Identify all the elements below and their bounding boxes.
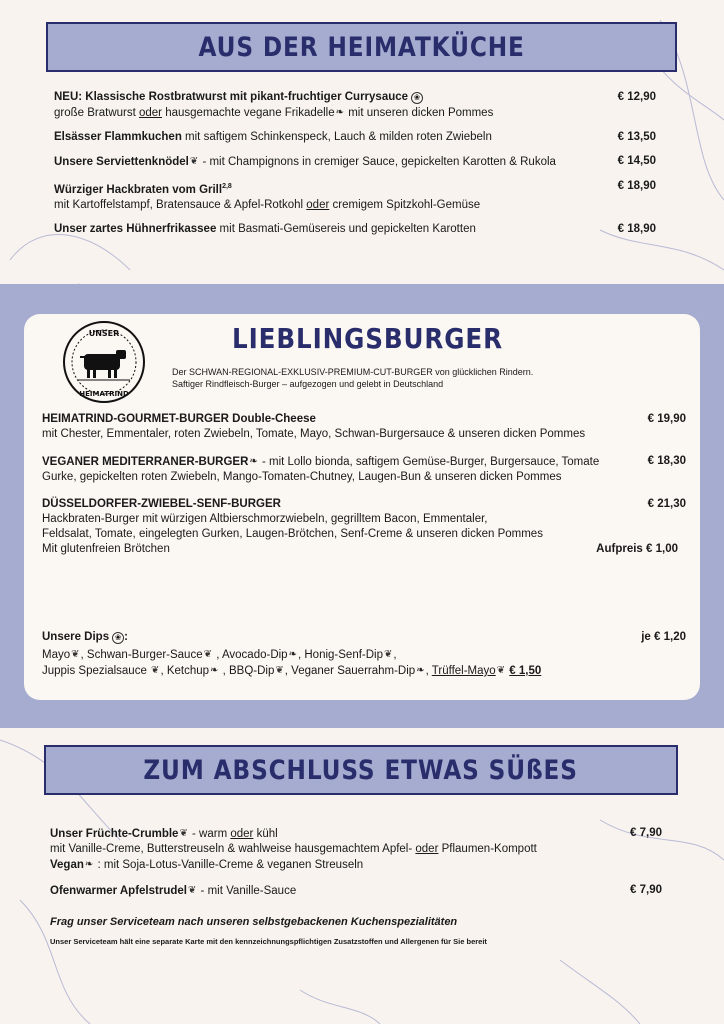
svg-text:UNSER: UNSER bbox=[88, 329, 120, 338]
dip: , Veganer Sauerrahm-Dip bbox=[284, 665, 416, 677]
menu-item bbox=[50, 826, 662, 873]
menu-item bbox=[54, 222, 656, 237]
item-desc: Pflaumen-Kompott bbox=[438, 843, 537, 855]
additive-superscript: 2,8 bbox=[222, 183, 232, 190]
item-desc: mit Kartoffelstampf, Bratensauce & Apfel-Rotkohl bbox=[54, 199, 307, 211]
item-name: Unsere Serviettenknödel bbox=[54, 156, 189, 168]
leaf-filled-icon: ❧ bbox=[84, 859, 94, 870]
dips-block bbox=[42, 630, 686, 679]
heimat-menu bbox=[54, 90, 656, 246]
leaf-outline-icon: ❦ bbox=[384, 649, 393, 660]
item-desc: : mit Soja-Lotus-Vanille-Creme & veganen Streuseln bbox=[94, 859, 364, 871]
subtitle-line: Der SCHWAN-REGIONAL-EXKLUSIV-PREMIUM-CUT-BURGER von glücklichen Rindern. bbox=[172, 367, 534, 377]
item-desc: - mit Vanille-Sauce bbox=[197, 885, 297, 897]
dips-colon: : bbox=[124, 631, 128, 643]
item-desc: Hackbraten-Burger mit würzigen Altbierschmorzwiebeln, gegrilltem Bacon, Emmentaler, bbox=[42, 513, 488, 525]
dip: Juppis Spezialsauce bbox=[42, 665, 151, 677]
leaf-outline-icon: ❦ bbox=[187, 885, 197, 896]
item-desc: kühl bbox=[253, 828, 278, 840]
dip: , bbox=[393, 649, 397, 661]
heimat-title: AUS DER HEIMATKÜCHE bbox=[198, 31, 525, 63]
or-word: oder bbox=[139, 107, 163, 119]
item-name: NEU: Klassische Rostbratwurst mit pikant-fruchtiger Currysauce bbox=[54, 91, 409, 103]
menu-item bbox=[54, 179, 656, 213]
dip: , Ketchup bbox=[160, 665, 210, 677]
dessert-menu bbox=[50, 826, 662, 949]
svg-text:HEIMATRIND: HEIMATRIND bbox=[79, 390, 129, 398]
item-name: Unser zartes Hühnerfrikassee bbox=[54, 223, 217, 235]
leaf-outline-icon: ❦ bbox=[179, 828, 188, 839]
item-desc: - warm bbox=[188, 828, 231, 840]
heimatrind-logo bbox=[62, 320, 146, 404]
dip: Mayo bbox=[42, 649, 71, 661]
flower-badge-icon: ❀ bbox=[411, 92, 423, 104]
menu-item bbox=[42, 412, 686, 442]
dip: , Honig-Senf-Dip bbox=[297, 649, 383, 661]
item-desc: - mit Lollo bionda, saftigem Gemüse-Burger, Burgersauce, Tomate bbox=[258, 456, 600, 468]
menu-item bbox=[54, 154, 656, 170]
menu-item bbox=[42, 454, 686, 485]
item-desc: - mit Champignons in cremiger Sauce, gepickelten Karotten & Rukola bbox=[199, 156, 556, 168]
item-desc: mit Basmati-Gemüsereis und gepickelten Karotten bbox=[216, 223, 476, 235]
item-desc: cremigem Spitzkohl-Gemüse bbox=[329, 199, 481, 211]
dip: , Schwan-Burger-Sauce bbox=[80, 649, 203, 661]
item-desc: mit saftigem Schinkenspeck, Lauch & milden roten Zwiebeln bbox=[181, 131, 492, 143]
truffle-dip: Trüffel-Mayo bbox=[431, 665, 496, 677]
leaf-outline-icon: ❦ bbox=[203, 649, 212, 660]
item-name: Elsässer Flammkuchen bbox=[54, 131, 182, 143]
vegan-label: Vegan bbox=[50, 859, 84, 871]
item-price: € 21,30 bbox=[647, 498, 686, 510]
item-price: € 18,90 bbox=[617, 223, 656, 235]
dessert-title: ZUM ABSCHLUSS ETWAS SÜßES bbox=[143, 754, 579, 786]
dips-line-1 bbox=[42, 647, 686, 663]
item-name: VEGANER MEDITERRANER-BURGER bbox=[42, 456, 249, 468]
dips-price: je € 1,20 bbox=[641, 631, 686, 643]
flower-badge-icon: ❀ bbox=[112, 632, 124, 644]
extra-price: Aufpreis € 1,00 bbox=[596, 543, 678, 555]
burger-subtitle bbox=[172, 366, 533, 390]
leaf-outline-icon: ❦ bbox=[275, 665, 284, 676]
menu-item bbox=[54, 130, 656, 145]
item-name: DÜSSELDORFER-ZWIEBEL-SENF-BURGER bbox=[42, 498, 281, 510]
burger-title: LIEBLINGSBURGER bbox=[232, 322, 503, 355]
item-price: € 12,90 bbox=[617, 91, 656, 103]
leaf-filled-icon: ❧ bbox=[288, 649, 297, 660]
item-desc: mit Vanille-Creme, Butterstreuseln & wahlweise hausgemachtem Apfel- bbox=[50, 843, 416, 855]
leaf-filled-icon: ❧ bbox=[249, 456, 258, 467]
item-name: Unser Früchte-Crumble bbox=[50, 828, 179, 840]
menu-item bbox=[54, 90, 656, 121]
dip: , BBQ-Dip bbox=[219, 665, 275, 677]
item-name: Würziger Hackbraten vom Grill bbox=[54, 184, 223, 196]
or-word: oder bbox=[415, 843, 439, 855]
leaf-filled-icon: ❧ bbox=[416, 665, 425, 676]
item-price: € 14,50 bbox=[617, 155, 656, 167]
dip: , Avocado-Dip bbox=[213, 649, 288, 661]
or-word: oder bbox=[230, 828, 254, 840]
dip: , bbox=[425, 665, 432, 677]
heimat-banner bbox=[46, 22, 677, 72]
item-desc: Gurke, gepickelten roten Zwiebeln, Mango-Tomaten-Chutney, Laugen-Bun & unseren dicken Pommes bbox=[42, 471, 562, 483]
item-price: € 13,50 bbox=[617, 131, 656, 143]
item-name: Ofenwarmer Apfelstrudel bbox=[50, 885, 187, 897]
leaf-outline-icon: ❦ bbox=[151, 665, 160, 676]
item-desc: Mit glutenfreien Brötchen bbox=[42, 543, 170, 555]
leaf-outline-icon: ❦ bbox=[71, 649, 80, 660]
leaf-outline-icon: ❦ bbox=[496, 665, 506, 676]
cake-note: Frag unser Serviceteam nach unseren selbstgebackenen Kuchenspezialitäten bbox=[50, 916, 458, 928]
item-price: € 7,90 bbox=[630, 827, 662, 839]
item-price: € 19,90 bbox=[647, 413, 686, 425]
leaf-filled-icon: ❧ bbox=[335, 107, 345, 118]
burger-menu bbox=[42, 412, 686, 566]
item-desc: mit unseren dicken Pommes bbox=[345, 107, 494, 119]
item-name: HEIMATRIND-GOURMET-BURGER Double-Cheese bbox=[42, 413, 316, 425]
or-word: oder bbox=[306, 199, 330, 211]
item-price: € 18,90 bbox=[617, 180, 656, 192]
leaf-filled-icon: ❧ bbox=[210, 665, 219, 676]
truffle-price: € 1,50 bbox=[509, 665, 542, 677]
item-price: € 18,30 bbox=[647, 455, 686, 467]
item-desc: große Bratwurst bbox=[54, 107, 139, 119]
leaf-outline-icon: ❦ bbox=[189, 156, 199, 167]
item-desc: mit Chester, Emmentaler, roten Zwiebeln, Tomate, Mayo, Schwan-Burgersauce & unseren dicken Pommes bbox=[42, 428, 586, 440]
allergen-footnote: Unser Serviceteam hält eine separate Karte mit den kennzeichnungspflichtigen Zusatzstoffen und Allergenen für Sie bereit bbox=[50, 937, 487, 946]
dips-label: Unsere Dips bbox=[42, 631, 110, 643]
item-desc: Feldsalat, Tomate, eingelegten Gurken, Laugen-Brötchen, Senf-Creme & unseren dicken Pommes bbox=[42, 528, 543, 540]
item-price: € 7,90 bbox=[630, 884, 662, 896]
menu-item bbox=[50, 883, 662, 899]
item-desc: hausgemachte vegane Frikadelle bbox=[162, 107, 335, 119]
subtitle-line: Saftiger Rindfleisch-Burger – aufgezogen und gelebt in Deutschland bbox=[172, 379, 444, 389]
menu-item bbox=[42, 497, 686, 557]
dips-line-2 bbox=[42, 663, 686, 679]
dessert-banner bbox=[44, 745, 678, 795]
